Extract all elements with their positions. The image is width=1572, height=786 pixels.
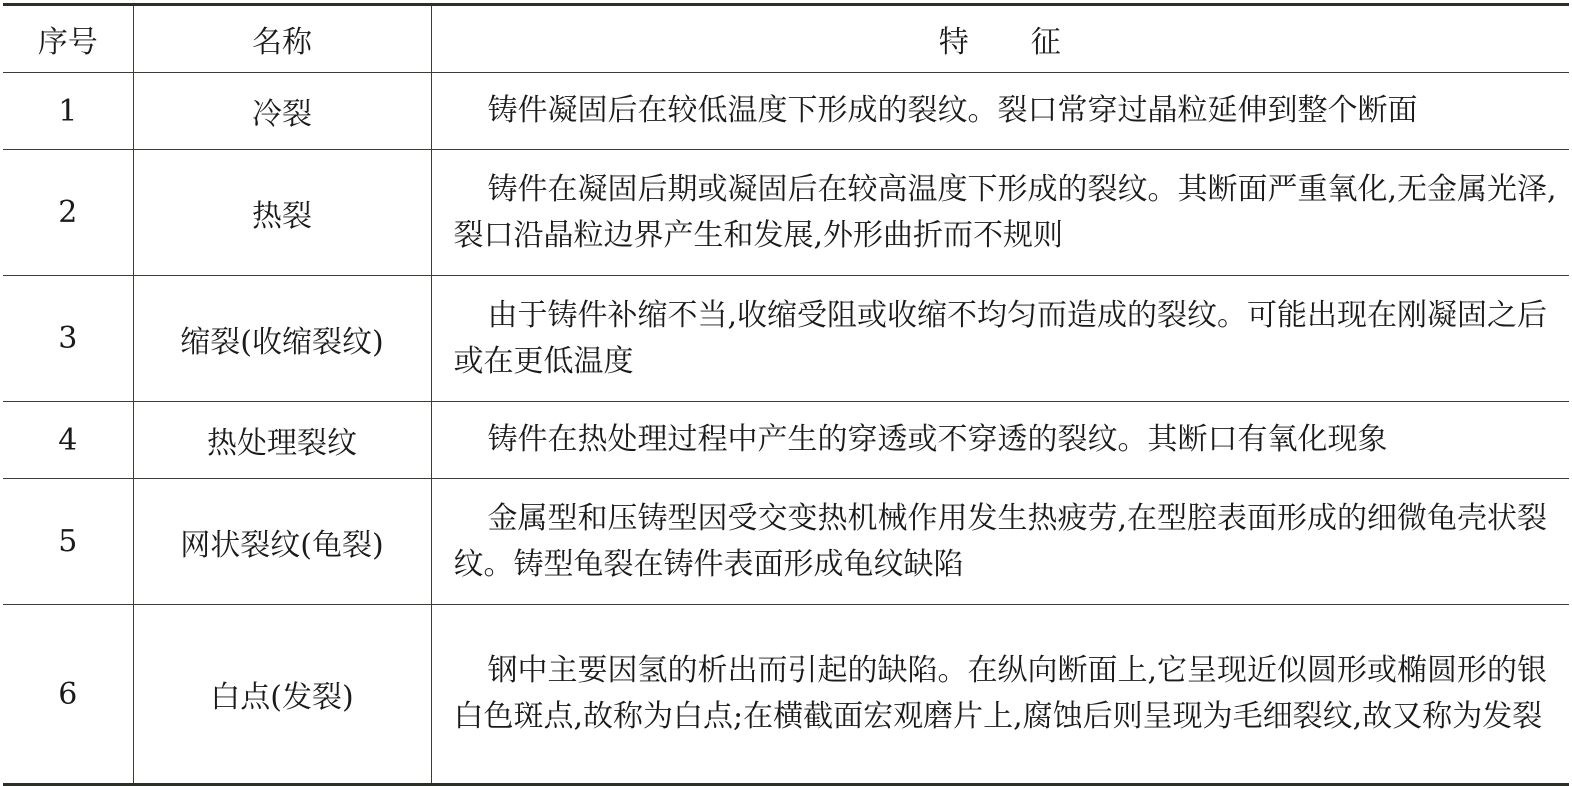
row-feature: 金属型和压铸型因受交变热机械作用发生热疲劳,在型腔表面形成的细微龟壳状裂纹。铸型龟裂在铸件表面形成龟纹缺陷 xyxy=(431,479,1569,605)
row-name: 热处理裂纹 xyxy=(133,402,431,479)
header-feature: 特征 xyxy=(431,5,1569,73)
row-name: 冷裂 xyxy=(133,73,431,150)
row-name: 热裂 xyxy=(133,150,431,276)
header-name: 名称 xyxy=(133,5,431,73)
table-row xyxy=(3,479,1569,605)
row-name: 网状裂纹(龟裂) xyxy=(133,479,431,605)
crack-defects-table xyxy=(3,3,1569,786)
row-number: 4 xyxy=(3,402,133,479)
header-no: 序号 xyxy=(3,5,133,73)
row-number: 6 xyxy=(3,605,133,785)
row-feature: 铸件在热处理过程中产生的穿透或不穿透的裂纹。其断口有氧化现象 xyxy=(431,402,1569,479)
row-feature: 铸件凝固后在较低温度下形成的裂纹。裂口常穿过晶粒延伸到整个断面 xyxy=(431,73,1569,150)
table-body xyxy=(3,73,1569,785)
row-name: 缩裂(收缩裂纹) xyxy=(133,276,431,402)
header-row xyxy=(3,5,1569,73)
row-feature: 铸件在凝固后期或凝固后在较高温度下形成的裂纹。其断面严重氧化,无金属光泽,裂口沿晶粒边界产生和发展,外形曲折而不规则 xyxy=(431,150,1569,276)
table-row xyxy=(3,402,1569,479)
table-row xyxy=(3,605,1569,785)
row-feature: 钢中主要因氢的析出而引起的缺陷。在纵向断面上,它呈现近似圆形或椭圆形的银白色斑点,故称为白点;在横截面宏观磨片上,腐蚀后则呈现为毛细裂纹,故又称为发裂 xyxy=(431,605,1569,785)
row-feature: 由于铸件补缩不当,收缩受阻或收缩不均匀而造成的裂纹。可能出现在刚凝固之后或在更低温度 xyxy=(431,276,1569,402)
table-header xyxy=(3,5,1569,73)
table-row xyxy=(3,276,1569,402)
table-row xyxy=(3,150,1569,276)
row-number: 1 xyxy=(3,73,133,150)
row-name: 白点(发裂) xyxy=(133,605,431,785)
table-row xyxy=(3,73,1569,150)
row-number: 5 xyxy=(3,479,133,605)
row-number: 2 xyxy=(3,150,133,276)
row-number: 3 xyxy=(3,276,133,402)
